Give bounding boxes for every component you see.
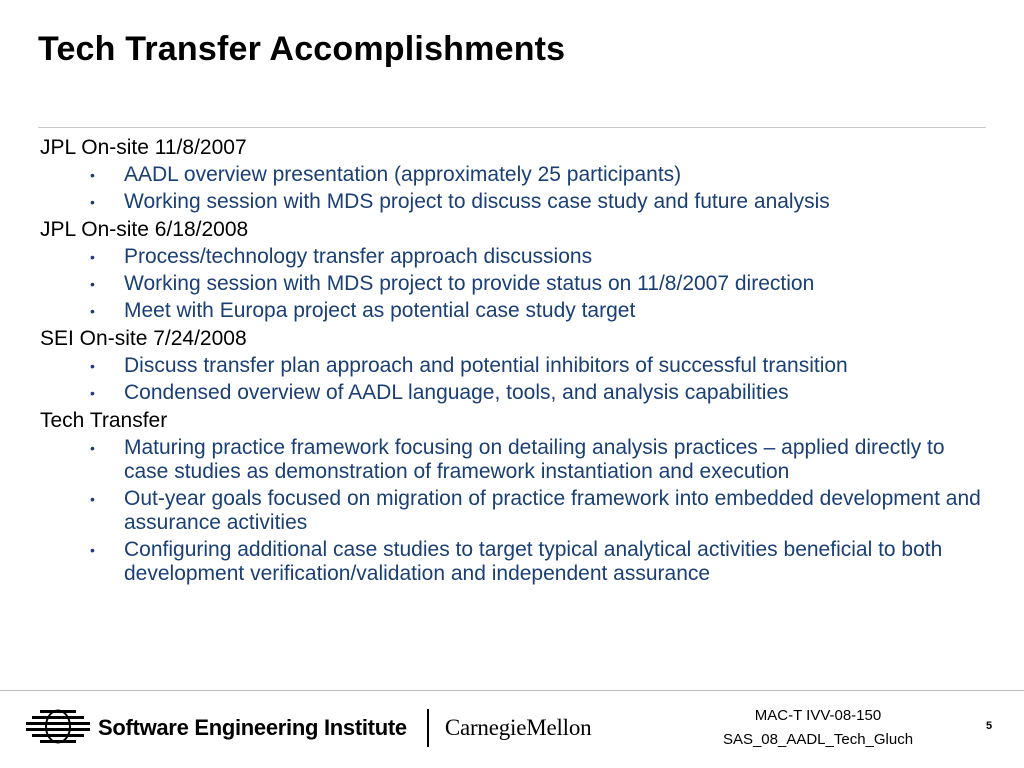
footer-divider [0,690,1024,691]
document-id: MAC-T IVV-08-150 [754,707,882,724]
bullet-list [40,245,990,323]
cmu-wordmark: CarnegieMellon [444,715,592,740]
bullet-list [40,436,990,586]
bullet-icon: • [90,385,95,401]
bullet-icon: • [90,358,95,374]
bullet-icon: • [90,194,95,210]
bullet-icon: • [90,542,95,558]
bullet-text: Working session with MDS project to provide status on 11/8/2007 direction [124,272,815,295]
slide-body [40,135,990,589]
bullet-text: Configuring additional case studies to target typical analytical activities beneficial to both development verification/validation and independent assurance [124,538,943,585]
bullet-item [90,487,990,535]
bullet-icon: • [90,440,95,456]
bullet-text: Out-year goals focused on migration of practice framework into embedded development and assurance activities [124,487,981,534]
bullet-text: Condensed overview of AADL language, tools, and analysis capabilities [124,381,789,404]
section-heading: Tech Transfer [40,409,168,432]
bullet-icon: • [90,491,95,507]
bullet-list [40,354,990,405]
bullet-item [90,299,990,323]
section-heading: JPL On-site 6/18/2008 [40,218,249,241]
bullet-text: Maturing practice framework focusing on detailing analysis practices – applied directly to case studies as demonstration of framework instantiation and execution [124,436,945,483]
bullet-item [90,381,990,405]
bullet-icon: • [90,249,95,265]
section-tech-transfer [40,408,990,586]
bullet-item [90,272,990,296]
bullet-icon: • [90,303,95,319]
bullet-item [90,190,990,214]
section-sei-2008 [40,326,990,405]
page-number: 5 [986,720,993,732]
bullet-list [40,163,990,214]
bullet-text: Discuss transfer plan approach and potential inhibitors of successful transition [124,354,848,377]
slide-title: Tech Transfer Accomplishments [38,30,566,68]
section-heading: SEI On-site 7/24/2008 [40,327,247,350]
bullet-text: Process/technology transfer approach discussions [124,245,593,268]
section-jpl-2007 [40,135,990,214]
bullet-item [90,354,990,378]
bullet-item [90,245,990,269]
bullet-icon: • [90,167,95,183]
sei-logo-icon [26,708,90,748]
section-heading: JPL On-site 11/8/2007 [40,136,247,159]
title-divider [38,127,986,128]
footer-logos [26,705,591,751]
bullet-text: Meet with Europa project as potential case study target [124,299,636,322]
bullet-text: Working session with MDS project to discuss case study and future analysis [124,190,830,213]
logo-divider [427,709,429,747]
file-name: SAS_08_AADL_Tech_Gluch [722,731,914,748]
section-jpl-2008 [40,217,990,323]
footer-document-info [700,704,936,752]
bullet-item [90,538,990,586]
bullet-text: AADL overview presentation (approximately 25 participants) [124,163,682,186]
bullet-icon: • [90,276,95,292]
bullet-item [90,163,990,187]
bullet-item [90,436,990,484]
sei-wordmark: Software Engineering Institute [98,715,407,740]
